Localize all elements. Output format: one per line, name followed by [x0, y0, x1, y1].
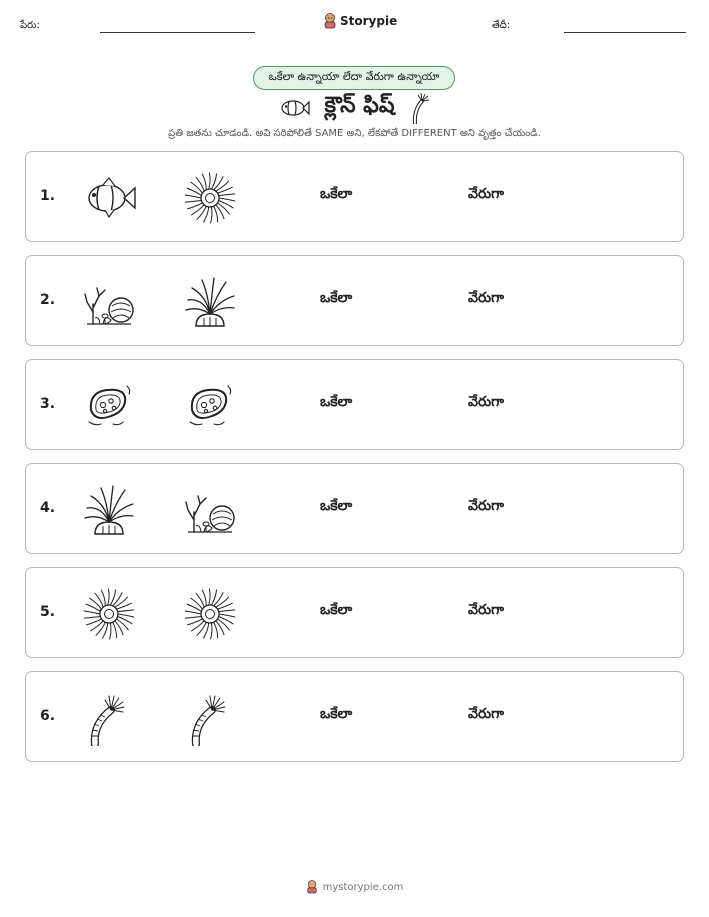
date-label: తేదీ: [492, 20, 511, 31]
question-number: 4. [40, 500, 56, 516]
sea-anemone-icon [182, 170, 238, 226]
question-number: 1. [40, 188, 56, 204]
sponge-icon [182, 378, 238, 434]
question-row [25, 463, 684, 554]
anemone-fronds-icon [182, 274, 238, 330]
brand-logo [323, 13, 397, 29]
question-row [25, 567, 684, 658]
same-option[interactable]: ఒకేలా [320, 186, 353, 202]
anemone-fronds-icon [81, 482, 137, 538]
sea-anemone-icon [81, 586, 137, 642]
different-option[interactable]: వేరుగా [468, 602, 504, 618]
different-option[interactable]: వేరుగా [468, 394, 504, 410]
footer-url: mystorypie.com [322, 881, 404, 893]
tube-worm-icon [182, 690, 238, 746]
question-row [25, 151, 684, 242]
tube-worm-icon [81, 690, 137, 746]
question-number: 3. [40, 396, 56, 412]
question-number: 2. [40, 292, 56, 308]
sea-anemone-icon [182, 586, 238, 642]
badge-text: ఒకేలా ఉన్నాయా లేదా వేరుగా ఉన్నాయా [268, 70, 440, 83]
name-line[interactable] [100, 32, 255, 33]
date-line[interactable] [564, 32, 686, 33]
storypie-mascot-icon [323, 13, 337, 29]
different-option[interactable]: వేరుగా [468, 706, 504, 722]
same-option[interactable]: ఒకేలా [320, 498, 353, 514]
same-option[interactable]: ఒకేలా [320, 394, 353, 410]
question-row [25, 359, 684, 450]
same-option[interactable]: ఒకేలా [320, 706, 353, 722]
footer [0, 880, 709, 894]
clownfish-icon [278, 96, 310, 120]
brand-name: Storypie [340, 14, 398, 28]
question-row [25, 671, 684, 762]
same-option[interactable]: ఒకేలా [320, 602, 353, 618]
question-row [25, 255, 684, 346]
name-label: పేరు: [20, 20, 40, 31]
storypie-mascot-icon [306, 880, 318, 894]
same-option[interactable]: ఒకేలా [320, 290, 353, 306]
coral-reef-icon [182, 482, 238, 538]
tube-worm-icon [409, 92, 431, 124]
page-title: క్లౌన్ ఫిష్ [324, 93, 395, 118]
clownfish-icon [81, 170, 137, 226]
coral-reef-icon [81, 274, 137, 330]
different-option[interactable]: వేరుగా [468, 290, 504, 306]
instructions: ప్రతి జతను చూడండి. అవి సరిపోలితే SAME అని, లేకపోతే DIFFERENT అని వృత్తం చేయండి. [168, 128, 541, 139]
title-row [0, 92, 709, 124]
question-number: 5. [40, 604, 56, 620]
worksheet-type-badge [253, 66, 455, 90]
different-option[interactable]: వేరుగా [468, 186, 504, 202]
different-option[interactable]: వేరుగా [468, 498, 504, 514]
sponge-icon [81, 378, 137, 434]
question-number: 6. [40, 708, 56, 724]
